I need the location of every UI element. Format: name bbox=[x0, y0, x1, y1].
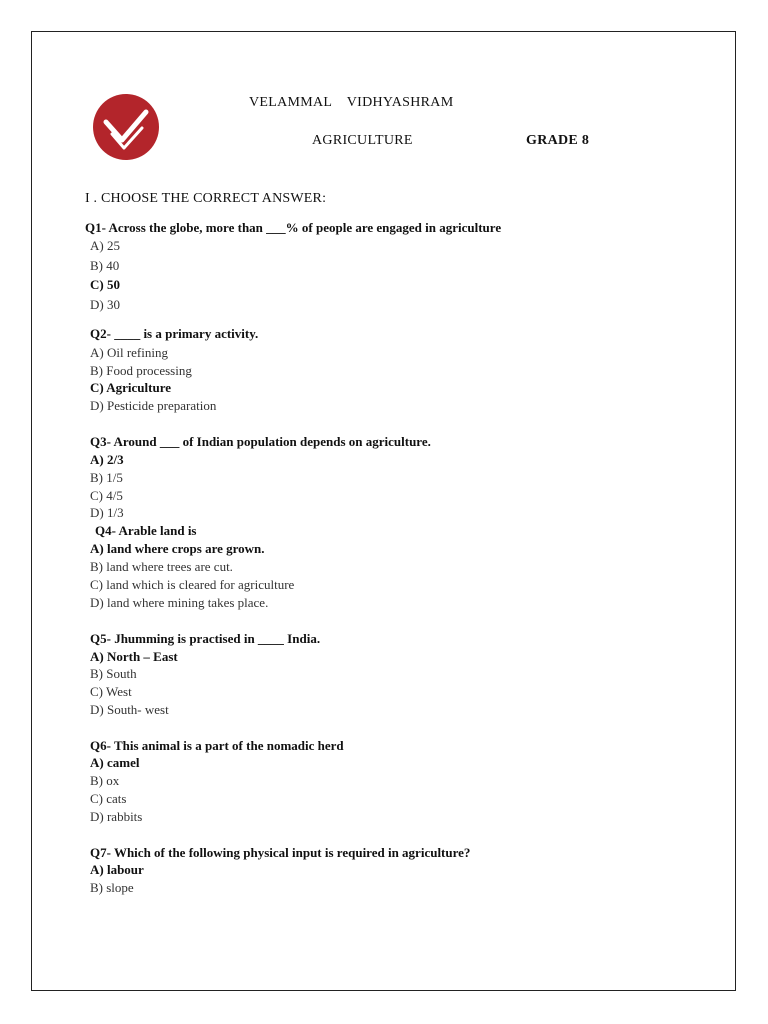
q6-option-c: C) cats bbox=[90, 791, 127, 806]
q3-option-b: B) 1/5 bbox=[90, 470, 123, 485]
q1-option-d: D) 30 bbox=[90, 297, 120, 312]
question-3: Q3- Around ___ of Indian population depends on agriculture. bbox=[90, 434, 431, 449]
q3-option-a-correct: A) 2/3 bbox=[90, 452, 124, 467]
q6-option-b: B) ox bbox=[90, 773, 120, 788]
q1-option-b: B) 40 bbox=[90, 258, 120, 273]
q2-option-c-correct: C) Agriculture bbox=[90, 380, 171, 395]
q5-option-c: C) West bbox=[90, 684, 132, 699]
q5-option-a-correct: A) North – East bbox=[90, 649, 178, 664]
question-6: Q6- This animal is a part of the nomadic herd bbox=[90, 738, 344, 753]
q7-option-b: B) slope bbox=[90, 880, 134, 895]
section-title: I . CHOOSE THE CORRECT ANSWER: bbox=[85, 191, 327, 206]
school-name: VELAMMAL VIDHYASHRAM bbox=[249, 95, 454, 110]
grade-label: GRADE 8 bbox=[526, 133, 590, 148]
q4-option-b: B) land where trees are cut. bbox=[90, 559, 233, 574]
question-5: Q5- Jhumming is practised in ____ India. bbox=[90, 631, 321, 646]
q5-option-b: B) South bbox=[90, 666, 137, 681]
q6-option-a-correct: A) camel bbox=[90, 755, 140, 770]
q2-option-b: B) Food processing bbox=[90, 363, 192, 378]
school-logo-icon bbox=[92, 92, 160, 162]
question-4: Q4- Arable land is bbox=[95, 523, 197, 538]
subject-title: AGRICULTURE bbox=[312, 133, 413, 148]
question-7: Q7- Which of the following physical input is required in agriculture? bbox=[90, 845, 471, 860]
question-1: Q1- Across the globe, more than ___% of people are engaged in agriculture bbox=[85, 220, 502, 235]
q1-option-c-correct: C) 50 bbox=[90, 277, 120, 292]
q4-option-a-correct: A) land where crops are grown. bbox=[90, 541, 265, 556]
q2-option-d: D) Pesticide preparation bbox=[90, 398, 217, 413]
q4-option-d: D) land where mining takes place. bbox=[90, 595, 269, 610]
q4-option-c: C) land which is cleared for agriculture bbox=[90, 577, 295, 592]
q2-option-a: A) Oil refining bbox=[90, 345, 168, 360]
q3-option-c: C) 4/5 bbox=[90, 488, 123, 503]
q7-option-a-correct: A) labour bbox=[90, 862, 144, 877]
q1-option-a: A) 25 bbox=[90, 238, 120, 253]
q5-option-d: D) South- west bbox=[90, 702, 169, 717]
q3-option-d: D) 1/3 bbox=[90, 505, 124, 520]
q6-option-d: D) rabbits bbox=[90, 809, 143, 824]
question-2: Q2- ____ is a primary activity. bbox=[90, 326, 259, 341]
